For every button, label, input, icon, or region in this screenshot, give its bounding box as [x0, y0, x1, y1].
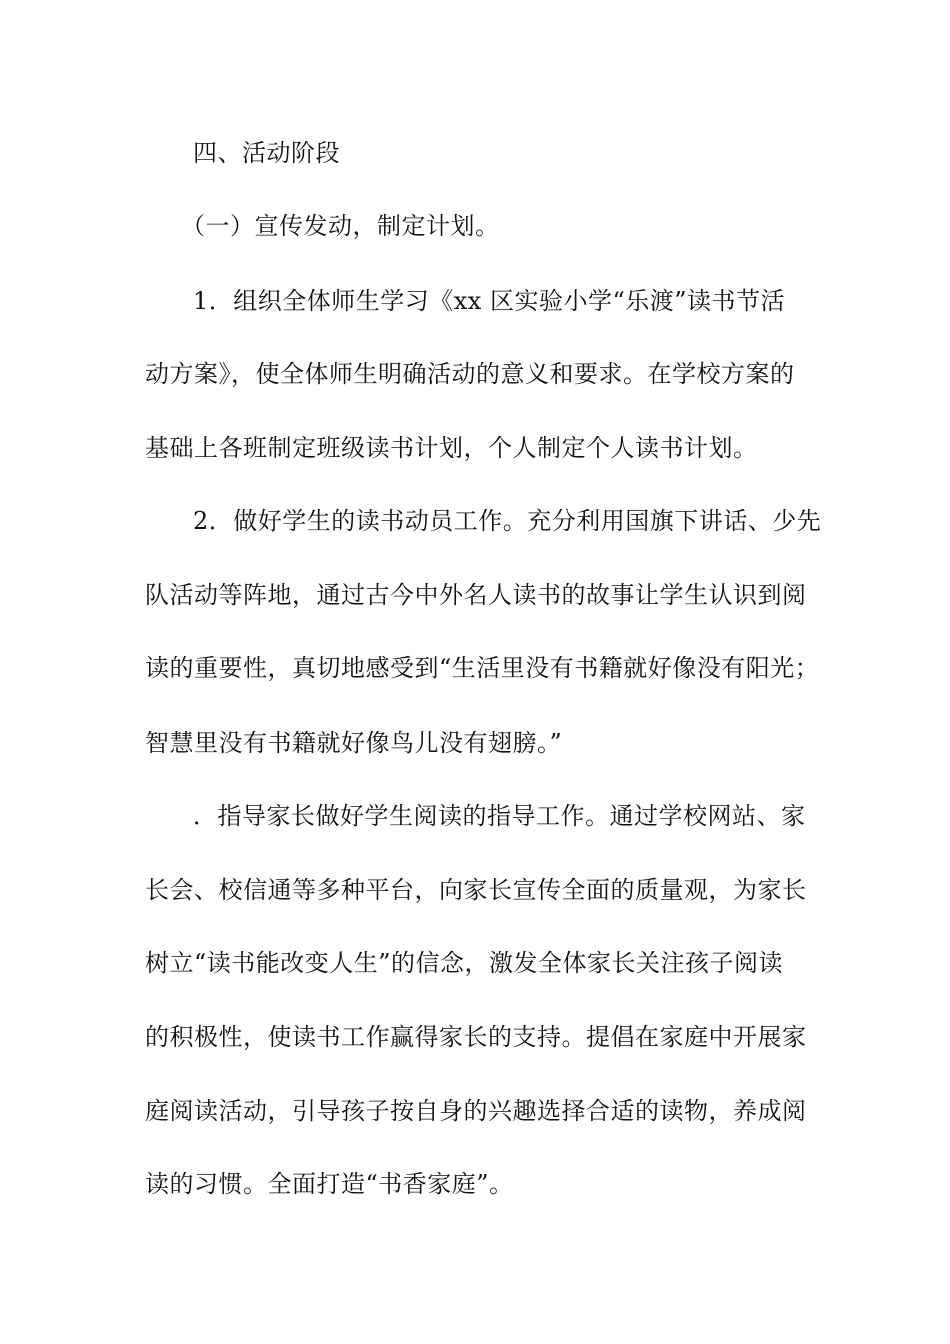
paragraph-3-line-6: 读的习惯。全面打造“书香家庭”。: [145, 1170, 514, 1198]
paragraph-2-line-4: 智慧里没有书籍就好像鸟儿没有翅膀。”: [145, 729, 563, 757]
paragraph-2-line-3: 读的重要性，真切地感受到“生活里没有书籍就好像没有阳光；: [145, 654, 820, 682]
paragraph-2-line-1: 2．做好学生的读书动员工作。充分利用国旗下讲话、少先: [193, 507, 822, 535]
paragraph-3-line-2: 长会、校信通等多种平台，向家长宣传全面的质量观，为家长: [145, 876, 807, 904]
subsection-heading: （一）宣传发动，制定计划。: [181, 212, 500, 240]
paragraph-1-line-1: 1．组织全体师生学习《xx 区实验小学“乐渡”读书节活: [193, 287, 786, 315]
paragraph-1-line-2: 动方案》，使全体师生明确活动的意义和要求。在学校方案的: [145, 360, 795, 388]
section-heading: 四、活动阶段: [193, 139, 340, 167]
paragraph-3-line-3: 树立“读书能改变人生”的信念，激发全体家长关注孩子阅读: [145, 949, 784, 977]
paragraph-1-line-3: 基础上各班制定班级读书计划，个人制定个人读书计划。: [145, 434, 758, 462]
paragraph-2-line-2: 队活动等阵地，通过古今中外名人读书的故事让学生认识到阅: [145, 581, 807, 609]
paragraph-3-line-5: 庭阅读活动，引导孩子按自身的兴趣选择合适的读物，养成阅: [145, 1097, 807, 1125]
paragraph-3-line-4: 的积极性，使读书工作赢得家长的支持。提倡在家庭中开展家: [145, 1023, 807, 1051]
paragraph-3-line-1: ．指导家长做好学生阅读的指导工作。通过学校网站、家: [193, 802, 806, 830]
